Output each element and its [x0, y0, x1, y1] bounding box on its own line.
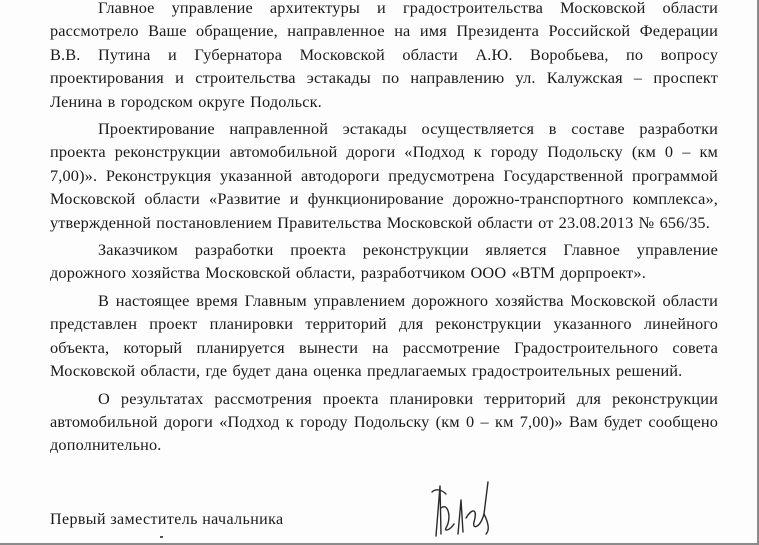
paragraph-results-notice: О результатах рассмотрения проекта планировки территорий для реконструкции автомобильной дороги «Подход к городу Подольску (км 0 – км 7,00)» Вам будет сообщено дополнительно.: [50, 388, 718, 455]
paragraph-planning-project: В настоящее время Главным управлением дорожного хозяйства Московской области представлен проект планировки территорий для реконструкции указанного линейного объекта, который планируется вынести на рассмотрение Градостроительного совета Московской области, где будет дана оценка предлагаемых градостроительных решений.: [50, 290, 718, 381]
paragraph-design-overpass: Проектирование направленной эстакады осуществляется в составе разработки проекта реконструкции автомобильной дороги «Подход к городу Подольску (км 0 – км 7,00)». Реконструкция указанной автодороги предусмотрена Государственной программой Московской области «Развитие и функционирование дорожно-транспортного комплекса», утвержденной постановлением Правительства Московской области от 23.08.2013 № 656/35.: [50, 119, 718, 232]
scan-speck: [160, 536, 163, 538]
handwritten-signature-icon: [428, 478, 508, 540]
letter-body: [50, 0, 718, 461]
paragraph-appeal-reviewed: Главное управление архитектуры и градостроительства Московской области рассмотрело Ваше обращение, направленное на имя Президента Российской Федерации В.В. Путина и Губернатора Московской области А.Ю. Воробьева, по вопросу проектирования и строительства эстакады по направлению ул. Калужская – проспект Ленина в городском округе Подольск.: [50, 0, 718, 111]
signer-title: Первый заместитель начальника: [50, 511, 284, 528]
paragraph-customer-developer: Заказчиком разработки проекта реконструкции является Главное управление дорожного хозяйства Московской области, разработчиком ООО «ВТМ дорпроект».: [50, 240, 718, 283]
